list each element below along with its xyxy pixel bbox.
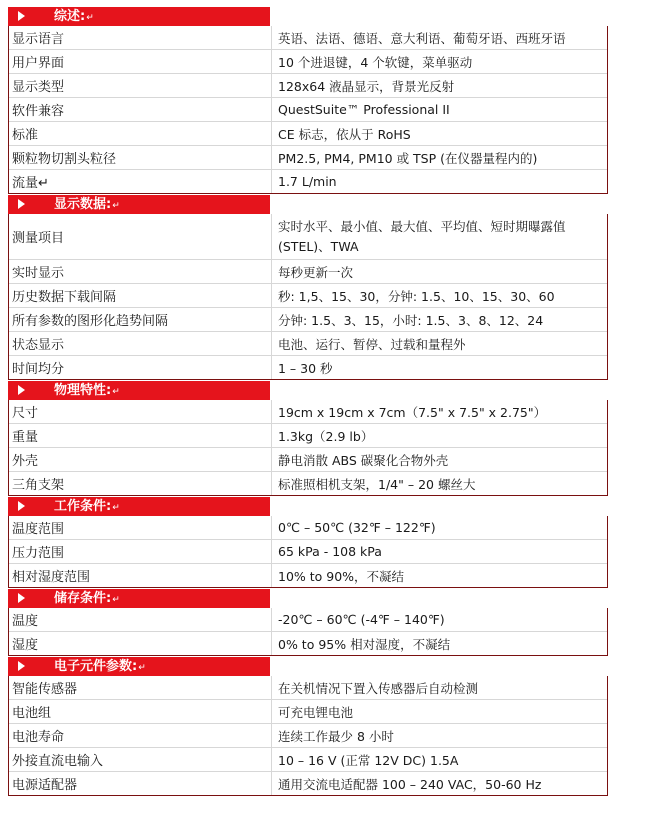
table-row [9, 355, 607, 379]
section-title-text: 电子元件参数: [54, 659, 138, 674]
section-header [8, 380, 608, 400]
spec-label: 外接直流电输入 [9, 748, 272, 771]
spec-value: 分钟: 1.5、3、15，小时: 1.5、3、8、12、24 [278, 312, 544, 328]
triangle-right-icon [18, 199, 25, 209]
spec-value: QuestSuite™ Professional II [278, 102, 450, 117]
spec-value: 65 kPa - 108 kPa [278, 544, 382, 559]
section-title-text: 显示数据: [54, 197, 112, 212]
spec-value: 电池、运行、暂停、过载和量程外 [278, 336, 466, 352]
spec-value: 10 – 16 V (正常 12V DC) 1.5A [278, 752, 459, 768]
spec-value: 每秒更新一次 [278, 264, 354, 280]
section-header-bar [8, 381, 270, 400]
paragraph-mark-icon: ↵ [86, 13, 94, 23]
table-row [9, 447, 607, 471]
section-header-bar [8, 195, 270, 214]
spec-label: 颗粒物切割头粒径 [9, 146, 272, 169]
paragraph-mark-icon: ↵ [138, 663, 146, 673]
table-row [9, 26, 607, 49]
section-header [8, 496, 608, 516]
spec-value: 标准照相机支架，1/4" – 20 螺丝大 [278, 476, 476, 492]
spec-value: 连续工作最少 8 小时 [278, 728, 394, 744]
table-row [9, 563, 607, 587]
table-row [9, 97, 607, 121]
triangle-right-icon [18, 385, 25, 395]
table-row [9, 631, 607, 655]
spec-label: 外壳 [9, 448, 272, 471]
section-title-text: 物理特性: [54, 383, 112, 398]
spec-label: 显示语言 [9, 26, 272, 49]
table-row [9, 145, 607, 169]
table-row [9, 747, 607, 771]
spec-label: 相对湿度范围 [9, 564, 272, 587]
spec-label: 湿度 [9, 632, 272, 655]
spec-table [8, 26, 608, 194]
spec-label: 所有参数的图形化趋势间隔 [9, 308, 272, 331]
spec-value: 10% to 90%，不凝结 [278, 568, 405, 584]
spec-label: 电池寿命 [9, 724, 272, 747]
spec-table [8, 608, 608, 656]
spec-value: 静电消散 ABS 碳聚化合物外壳 [278, 452, 449, 468]
paragraph-mark-icon: ↵ [112, 595, 120, 605]
spec-table [8, 214, 608, 380]
spec-value: 通用交流电适配器 100 – 240 VAC，50-60 Hz [278, 776, 542, 792]
table-row [9, 73, 607, 97]
spec-label: 温度范围 [9, 516, 272, 539]
spec-value: 10 个进退键，4 个软键，菜单驱动 [278, 54, 473, 70]
spec-label: 测量项目 [9, 214, 272, 259]
table-row [9, 699, 607, 723]
spec-label: 智能传感器 [9, 676, 272, 699]
table-row [9, 676, 607, 699]
spec-label: 重量 [9, 424, 272, 447]
table-row [9, 771, 607, 795]
triangle-right-icon [18, 501, 25, 511]
section-header-bar [8, 589, 270, 608]
spec-label: 尺寸 [9, 400, 272, 423]
table-row [9, 307, 607, 331]
table-row [9, 423, 607, 447]
spec-label: 实时显示 [9, 260, 272, 283]
spec-value: -20℃ – 60℃ (-4℉ – 140℉) [278, 612, 445, 627]
spec-table [8, 516, 608, 588]
spec-label: 电池组 [9, 700, 272, 723]
spec-label: 状态显示 [9, 332, 272, 355]
section-title-text: 储存条件: [54, 591, 112, 606]
section-header-bar [8, 497, 270, 516]
paragraph-mark-icon: ↵ [112, 387, 120, 397]
spec-value: 1.7 L/min [278, 174, 337, 189]
spec-label: 用户界面 [9, 50, 272, 73]
spec-value: 1 – 30 秒 [278, 360, 333, 376]
spec-value: 在关机情况下置入传感器后自动检测 [278, 680, 479, 696]
spec-label: 温度 [9, 608, 272, 631]
spec-label: 标准 [9, 122, 272, 145]
spec-value: 1.3kg（2.9 lb） [278, 428, 374, 444]
section-title-text: 综述: [54, 9, 86, 24]
table-row [9, 214, 607, 259]
spec-value: 实时水平、最小值、最大值、平均值、短时期曝露值(STEL)、TWA [278, 218, 566, 254]
spec-value: CE 标志，依从于 RoHS [278, 126, 411, 142]
spec-value: 128x64 液晶显示，背景光反射 [278, 78, 455, 94]
triangle-right-icon [18, 593, 25, 603]
triangle-right-icon [18, 11, 25, 21]
spec-label: 显示类型 [9, 74, 272, 97]
section-title [54, 498, 120, 517]
table-row [9, 283, 607, 307]
paragraph-mark-icon: ↵ [112, 503, 120, 513]
spec-label: 软件兼容 [9, 98, 272, 121]
table-row [9, 49, 607, 73]
section-title [54, 590, 120, 609]
table-row [9, 331, 607, 355]
section-header-bar [8, 7, 270, 26]
section-header [8, 656, 608, 676]
spec-table [8, 676, 608, 796]
table-row [9, 516, 607, 539]
spec-value: 可充电锂电池 [278, 704, 354, 720]
spec-value: 秒: 1,5、15、30，分钟: 1.5、10、15、30、60 [278, 288, 555, 304]
triangle-right-icon [18, 661, 25, 671]
table-row [9, 608, 607, 631]
spec-label: 历史数据下载间隔 [9, 284, 272, 307]
spec-label: 压力范围 [9, 540, 272, 563]
spec-label: 流量↵ [9, 170, 272, 193]
spec-value: 0℃ – 50℃ (32℉ – 122℉) [278, 520, 436, 535]
section-title [54, 196, 120, 215]
section-title [54, 8, 94, 27]
table-row [9, 539, 607, 563]
spec-table [8, 400, 608, 496]
table-row [9, 723, 607, 747]
section-header [8, 588, 608, 608]
table-row [9, 169, 607, 193]
spec-label: 电源适配器 [9, 772, 272, 795]
table-row [9, 121, 607, 145]
table-row [9, 400, 607, 423]
spec-label: 三角支架 [9, 472, 272, 495]
spec-value: 19cm x 19cm x 7cm（7.5" x 7.5" x 2.75"） [278, 404, 547, 420]
section-header [8, 194, 608, 214]
table-row [9, 259, 607, 283]
paragraph-mark-icon: ↵ [112, 201, 120, 211]
section-title-text: 工作条件: [54, 499, 112, 514]
spec-value: 英语、法语、德语、意大利语、葡萄牙语、西班牙语 [278, 30, 566, 46]
table-row [9, 471, 607, 495]
section-title [54, 382, 120, 401]
spec-value: 0% to 95% 相对湿度，不凝结 [278, 636, 451, 652]
section-header [8, 6, 608, 26]
section-title [54, 658, 146, 677]
spec-sheet [8, 6, 608, 796]
spec-label: 时间均分 [9, 356, 272, 379]
spec-value: PM2.5, PM4, PM10 或 TSP (在仪器量程内的) [278, 150, 538, 166]
